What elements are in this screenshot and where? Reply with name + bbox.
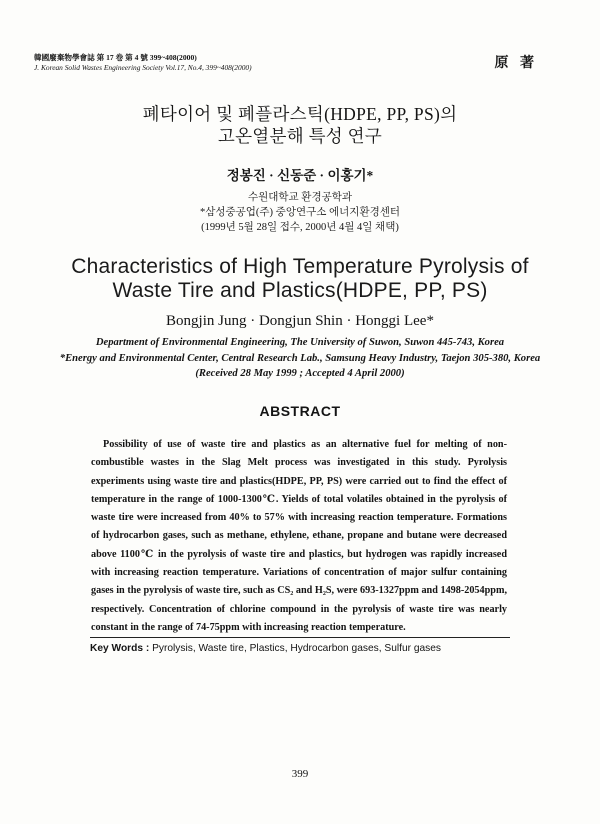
keywords-line [90,643,441,654]
abstract-heading: ABSTRACT [259,403,341,419]
english-title-line2: Waste Tire and Plastics(HDPE, PP, PS) [112,279,488,302]
english-affiliations [0,335,600,382]
korean-title-line1: 폐타이어 및 폐플라스틱(HDPE, PP, PS)의 [142,104,458,124]
korean-authors: 정봉진 · 신동준 · 이홍기* [226,168,374,183]
journal-name-english: J. Korean Solid Wastes Engineering Society Vol.17, No.4, 399~408(2000) [34,63,252,72]
keywords-label: Key Words : [90,643,150,654]
keywords-divider [90,637,510,638]
korean-affiliation-2: *삼성중공업(주) 중앙연구소 에너지환경센터 [199,207,401,218]
korean-title-line2: 고온열분해 특성 연구 [217,126,383,146]
english-affiliation-2: *Energy and Environmental Center, Central Research Lab., Samsung Heavy Industry, Taejon 305-380, Korea [59,352,541,364]
english-affiliation-1: Department of Environmental Engineering, The University of Suwon, Suwon 445-743, Korea [95,337,505,348]
abstract-text: Possibility of use of waste tire and plastics as an alternative fuel for melting of non-combustible wastes in the Slag Melt process was investigated in this study. Pyrolysis experiments using waste tire and plastics(HDPE, PP, PS) were carried out to find the effect of temperature in the range of 1000-1300℃. Yields of total volatiles obtained in the pyrolysis of waste tire were increased from 40% to 57% with increasing reaction temperature. Formations of hydrocarbon gases, such as methane, ethylene, ethane, propane and butane were decreased above 1100℃ in the pyrolysis of waste tire and plastics, but hydrogen was rapidly increased with increasing reaction temperature. Variations of concentration of major sulfur containing gases in the pyrolysis of waste tire, such as CS₂ and H₂S, were 693-1327ppm and 1498-2054ppm, respectively. Concentration of chlorine compound in the pyrolysis of waste tire was nearly constant in the range of 74-75ppm with increasing reaction temperature. [91,439,507,633]
english-dates: (Received 28 May 1999 ; Accepted 4 April 2000) [195,368,405,379]
korean-affiliations [0,190,600,235]
english-title-line1: Characteristics of High Temperature Pyrolysis of [71,255,529,278]
korean-affiliation-1: 수원대학교 환경공학과 [247,192,353,203]
paper-type-label: 原 著 [494,56,538,71]
english-authors: Bongjin Jung · Dongjun Shin · Honggi Lee* [166,313,434,329]
korean-dates: (1999년 5월 28일 접수, 2000년 4월 4일 채택) [201,222,399,233]
page-number: 399 [291,768,309,780]
korean-title [0,103,600,147]
english-title [0,255,600,303]
journal-header [34,53,252,73]
keywords-text: Pyrolysis, Waste tire, Plastics, Hydrocarbon gases, Sulfur gases [149,643,442,654]
abstract-body [91,436,507,637]
journal-name-korean: 韓國廢棄物學會誌 第 17 卷 第 4 號 399~408(2000) [34,53,197,62]
